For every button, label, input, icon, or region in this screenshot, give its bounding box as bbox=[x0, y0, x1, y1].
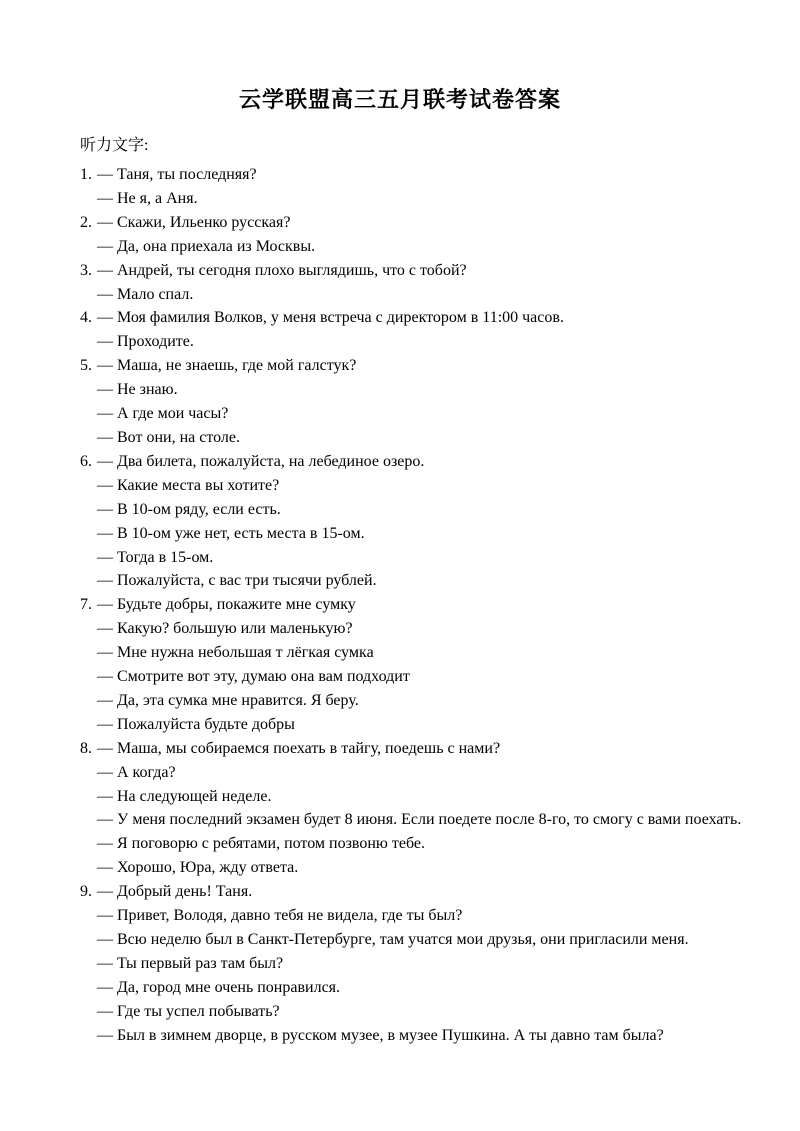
dialogue-text: — Да, эта сумка мне нравится. Я беру. bbox=[97, 691, 359, 709]
dialogue-line bbox=[80, 522, 736, 546]
dialogue-text: — Маша, мы собираемся поехать в тайгу, поедешь с нами? bbox=[97, 739, 501, 757]
dialogue-line bbox=[80, 641, 736, 665]
dialogue-line bbox=[80, 235, 736, 259]
dialogue-text: — У меня последний экзамен будет 8 июня. Если поедете после 8-го, то смогу с вами поехать. bbox=[97, 811, 742, 829]
dialogue-line bbox=[80, 928, 736, 952]
dialogue-text: — Вот они, на столе. bbox=[97, 428, 240, 446]
dialogue-line bbox=[80, 306, 736, 330]
dialogue-text: — Проходите. bbox=[97, 333, 194, 351]
dialogue-line bbox=[80, 832, 736, 856]
dialogue-text: — Всю неделю был в Санкт-Петербурге, там учатся мои друзья, они пригласили меня. bbox=[97, 931, 689, 948]
dialogue-line bbox=[80, 211, 736, 235]
dialogue-text: — В 10-ом ряду, если есть. bbox=[97, 500, 281, 518]
dialogue-line bbox=[80, 569, 736, 593]
dialogue-line bbox=[80, 761, 736, 785]
dialogue-line bbox=[80, 785, 736, 809]
dialogue-line bbox=[80, 330, 736, 354]
dialogue-line bbox=[80, 904, 736, 928]
dialogue-line bbox=[80, 737, 736, 761]
dialogue-text: — Не я, а Аня. bbox=[97, 189, 198, 207]
dialogue-text: — Таня, ты последняя? bbox=[97, 166, 257, 183]
dialogue-text: — Мало спал. bbox=[97, 285, 194, 303]
dialogue-line bbox=[80, 952, 736, 976]
dialogue-number: 1. bbox=[80, 166, 92, 183]
dialogue-number: 6. bbox=[80, 452, 92, 470]
dialogue-text: — Маша, не знаешь, где мой галстук? bbox=[97, 357, 357, 375]
dialogue-text: — Пожалуйста, с вас три тысячи рублей. bbox=[97, 572, 377, 590]
dialogue-text: — Ты первый раз там был? bbox=[97, 954, 284, 972]
dialogue-text: — В 10-ом уже нет, есть места в 15-ом. bbox=[97, 524, 365, 542]
dialogue-text: — Не знаю. bbox=[97, 381, 178, 399]
dialogue-line bbox=[80, 187, 736, 211]
dialogue-line bbox=[80, 713, 736, 737]
dialogue-line bbox=[80, 283, 736, 307]
dialogue-text: — На следующей неделе. bbox=[97, 787, 272, 805]
dialogue-text: — Будьте добры, покажите мне сумку bbox=[97, 596, 356, 614]
dialogue-number: 7. bbox=[80, 596, 92, 614]
dialogue-text: — А когда? bbox=[97, 763, 176, 781]
dialogue-number: 4. bbox=[80, 309, 92, 327]
dialogue-text: — Мне нужна небольшая т лёгкая сумка bbox=[97, 644, 374, 662]
dialogue-line bbox=[80, 378, 736, 402]
dialogue-line bbox=[80, 546, 736, 570]
dialogue-text: — Андрей, ты сегодня плохо выглядишь, что с тобой? bbox=[97, 261, 467, 279]
dialogue-line bbox=[80, 163, 736, 187]
dialogue-number: 3. bbox=[80, 261, 92, 279]
dialogue-text: — Пожалуйста будьте добры bbox=[97, 715, 295, 733]
dialogue-text: — Моя фамилия Волков, у меня встреча с директором в 11:00 часов. bbox=[97, 309, 564, 327]
dialogue-line bbox=[80, 689, 736, 713]
dialogue-number: 2. bbox=[80, 213, 92, 231]
dialogue-text: — Привет, Володя, давно тебя не видела, где ты был? bbox=[97, 907, 463, 925]
dialogue-line bbox=[80, 976, 736, 1000]
dialogue-text: — Тогда в 15-ом. bbox=[97, 548, 214, 566]
dialogue-line bbox=[80, 426, 736, 450]
dialogue-text: — Да, город мне очень понравился. bbox=[97, 978, 341, 996]
dialogue-number: 9. bbox=[80, 883, 92, 901]
dialogue-line bbox=[80, 354, 736, 378]
dialogue-line bbox=[80, 665, 736, 689]
dialogue-text: — Хорошо, Юра, жду ответа. bbox=[97, 859, 299, 877]
dialogue-text: — Два билета, пожалуйста, на лебединое озеро. bbox=[97, 452, 425, 470]
dialogue-line bbox=[80, 1024, 736, 1048]
dialogue-text: — Да, она приехала из Москвы. bbox=[97, 237, 316, 255]
dialogue-text: — Где ты успел побывать? bbox=[97, 1002, 280, 1020]
dialogue-line bbox=[80, 808, 742, 832]
dialogue-line bbox=[80, 402, 736, 426]
dialogue-line bbox=[80, 617, 736, 641]
dialogue-text: — Добрый день! Таня. bbox=[97, 883, 253, 901]
dialogue-text: — Я поговорю с ребятами, потом позвоню тебе. bbox=[97, 835, 425, 853]
dialogue-text: — Смотрите вот эту, думаю она вам подходит bbox=[97, 668, 410, 686]
dialogue-number: 5. bbox=[80, 357, 92, 375]
dialogue-text: — Какие места вы хотите? bbox=[97, 476, 280, 494]
dialogue-text: — Был в зимнем дворце, в русском музее, в музее Пушкина. А ты давно там была? bbox=[97, 1026, 664, 1044]
dialogue-line bbox=[80, 880, 736, 904]
dialogue-line bbox=[80, 498, 736, 522]
section-label: 听力文字: bbox=[80, 137, 149, 154]
dialogue-line bbox=[80, 856, 736, 880]
dialogue-text: — Скажи, Ильенко русская? bbox=[97, 213, 291, 231]
dialogue-line bbox=[80, 593, 736, 617]
dialogue-text: — Какую? большую или маленькую? bbox=[97, 620, 353, 638]
dialogue-number: 8. bbox=[80, 739, 92, 757]
dialogue-list bbox=[80, 163, 742, 1048]
dialogue-line bbox=[80, 474, 736, 498]
page-title: 云学联盟高三五月联考试卷答案 bbox=[238, 87, 561, 112]
dialogue-text: — А где мои часы? bbox=[97, 405, 229, 423]
dialogue-line bbox=[80, 450, 736, 474]
dialogue-line bbox=[80, 259, 736, 283]
dialogue-line bbox=[80, 1000, 736, 1024]
